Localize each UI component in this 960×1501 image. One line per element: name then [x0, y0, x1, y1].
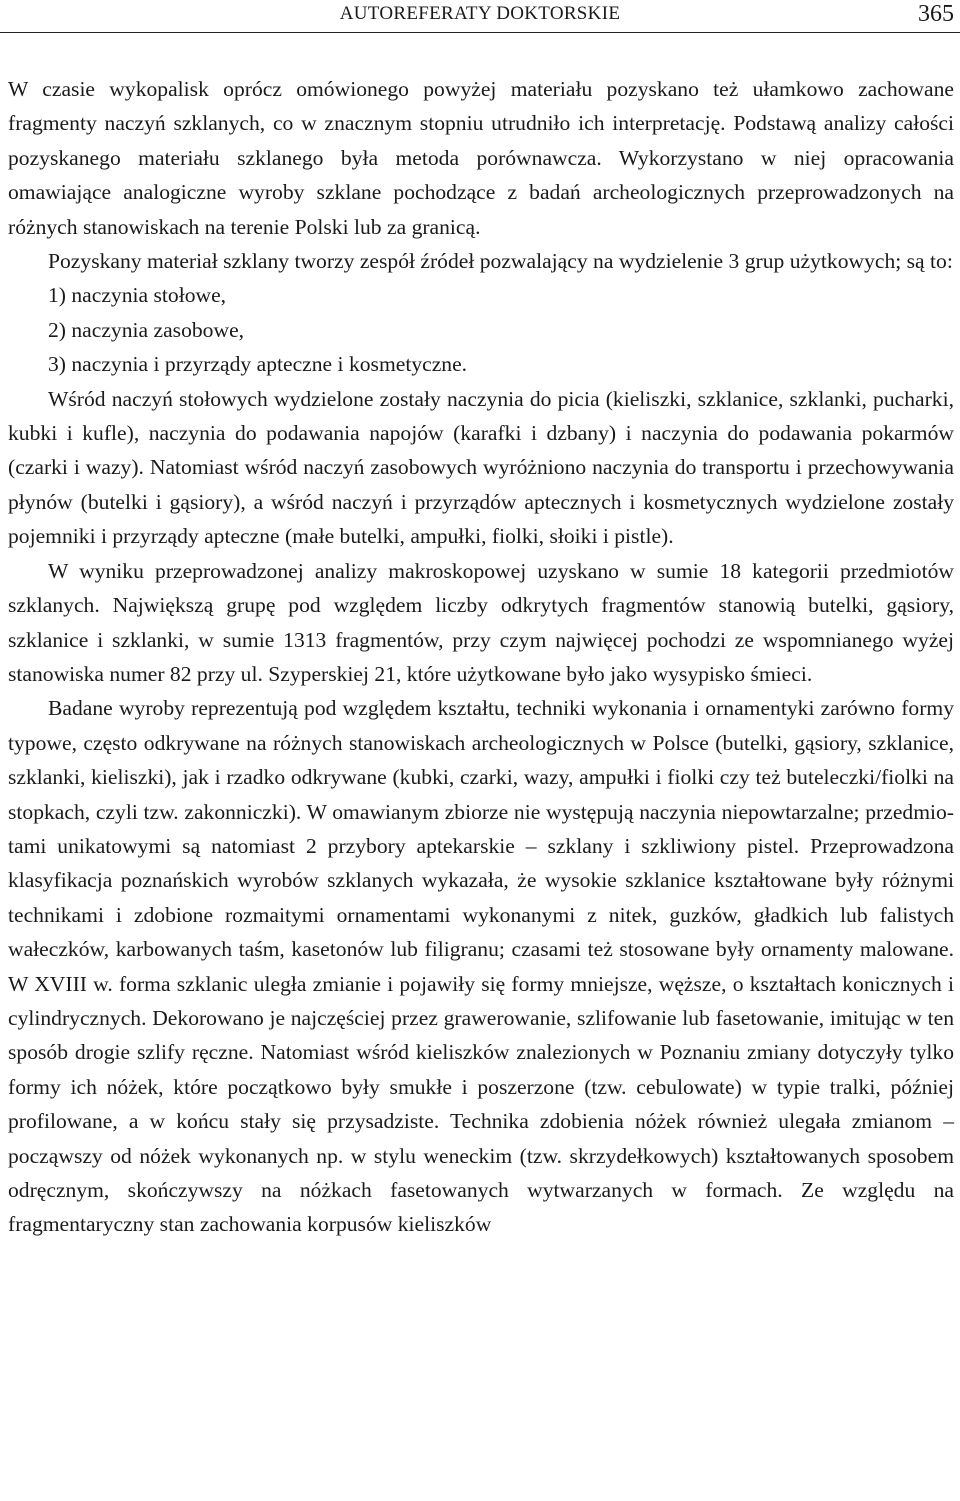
- page-number: 365: [918, 1, 954, 27]
- paragraph-3: Wśród naczyń stołowych wydzielone zostały naczynia do picia (kieliszki, szklanice, szklanki, pucharki, kubki i kufle), naczynia do podawania napojów (karafki i dzbany) i naczynia do podawania pokarmów (czarki i wazy). Natomiast wśród naczyń zasobowych wyróżniono naczynia do transportu i przechowywania płynów (butelki i gąsiory), a wśród naczyń i przyrządów aptecznych i kosmetycznych wydzielone zostały pojemniki i przyrządy apteczne (małe butelki, ampułki, fiolki, słoiki i pistle).: [8, 386, 954, 549]
- list-item: 2) naczynia zasobowe,: [48, 317, 245, 342]
- paragraph-1: W czasie wykopalisk oprócz omówionego powyżej materiału pozyskano też ułamkowo zachowane fragmenty naczyń szklanych, co w znacznym stopniu utrudniło ich interpretację. Podstawą analizy całości pozyskanego materiału szklanego była metoda porównawcza. Wykorzystano w niej opracowania omawiające analogiczne wyroby szklane pochodzące z badań archeologicznych przeprowadzonych na różnych stanowiskach na terenie Polski lub za granicą.: [8, 77, 954, 239]
- running-header: [0, 0, 960, 33]
- paragraph-5: Badane wyroby reprezentują pod względem kształtu, techniki wykonania i ornamentyki zarówno formy typowe, często odkrywane na różnych stanowiskach archeologicznych w Polsce (butelki, gąsiory, szklanice, szklanki, kieliszki), jak i rzadko odkrywane (kubki, czarki, wazy, ampułki i fiolki czy też buteleczki/fiolki na stopkach, czyli tzw. zakonniczki). W omawianym zbiorze nie występują naczynia niepowtarzalne; przedmiotami unikatowymi są natomiast 2 przybory aptekarskie – szklany i szkliwiony pistel. Przeprowadzona klasyfikacja poznańskich wyrobów szklanych wykazała, że wysokie szklanice kształtowane były różnymi technikami i zdobione rozmaitymi ornamentami wykonanymi z nitek, guzków, gładkich lub falistych wałeczków, karbowanych taśm, kasetonów lub filigranu; czasami też stosowane były ornamenty malowane. W XVIII w. forma szklanic uległa zmianie i pojawiły się formy mniejsze, węższe, o kształtach konicznych i cylindrycznych. Dekorowano je najczęściej przez grawerowanie, szlifowanie lub fasetowanie, imitując w ten sposób drogie szlify ręczne. Natomiast wśród kieliszków znalezionych w Poznaniu zmiany dotyczyły tylko formy ich nóżek, które początkowo były smukłe i poszerzone (tzw. cebulowate) w typie tralki, później profilowane, a w końcu stały się przysadziste. Technika zdobienia nóżek również ulegała zmianom – począwszy od nóżek wykonanych np. w stylu weneckim (tzw. skrzydełkowych) kształtowanych sposobem odręcznym, skończywszy na nóżkach fasetowanych wytwarzanych w formach. Ze względu na fragmentaryczny stan zachowania korpusów kieliszków: [8, 696, 954, 1237]
- article-body: [8, 72, 954, 1242]
- running-title: AUTOREFERATY DOKTORSKIE: [339, 3, 621, 24]
- list-item: 3) naczynia i przyrządy apteczne i kosmetyczne.: [48, 352, 468, 377]
- paragraph-4: W wyniku przeprowadzonej analizy makroskopowej uzyskano w sumie 18 kategorii przedmiotów szklanych. Największą grupę pod względem liczby odkrytych fragmentów stanowią butelki, gąsiory, szklanice i szklanki, w sumie 1313 fragmentów, przy czym najwięcej pochodzi ze wspomnianego wyżej stanowiska numer 82 przy ul. Szyperskiej 21, które użytkowane było jako wysypisko śmieci.: [8, 558, 954, 686]
- list-item: 1) naczynia stołowe,: [48, 283, 227, 308]
- paragraph-2: Pozyskany materiał szklany tworzy zespół źródeł pozwalający na wydzielenie 3 grup użytkowych; są to:: [48, 249, 953, 274]
